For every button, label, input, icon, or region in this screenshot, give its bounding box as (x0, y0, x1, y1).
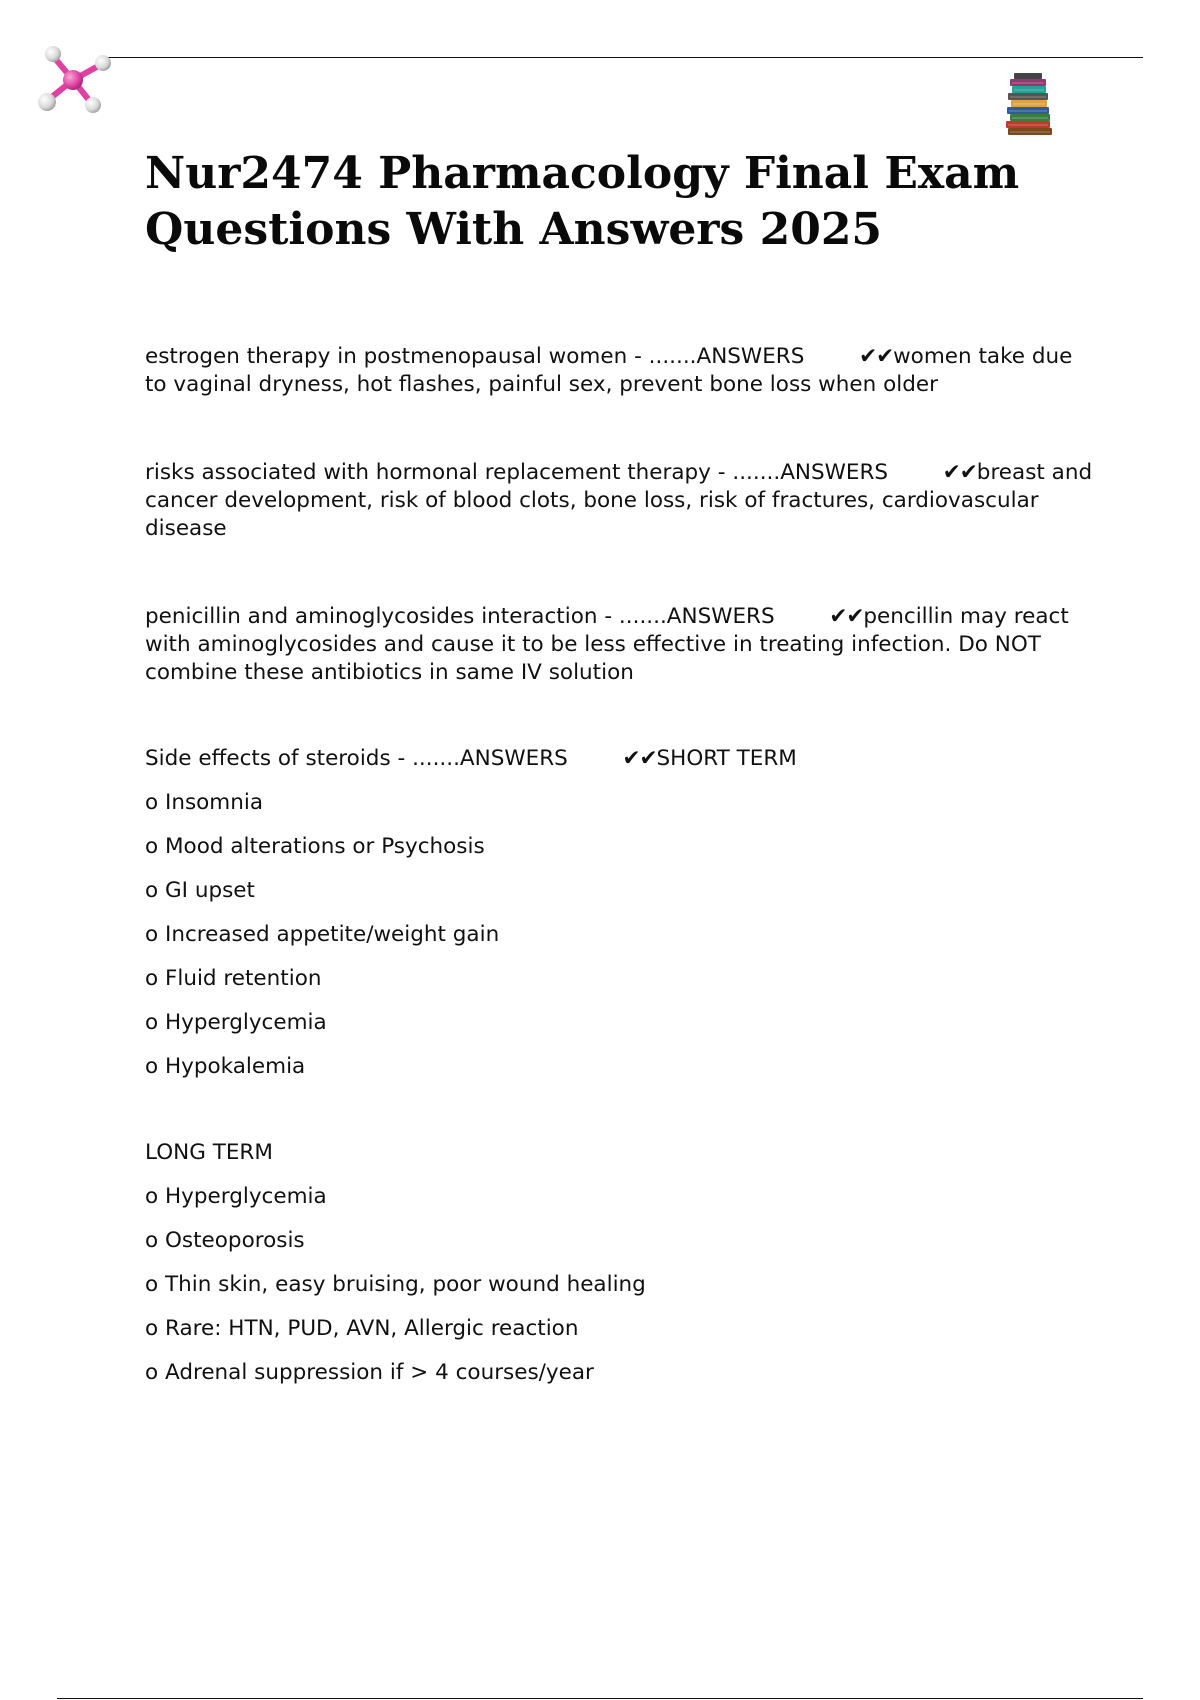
footer-rule (57, 1698, 1143, 1699)
long-term-list (145, 1183, 1095, 1387)
long-term-heading: LONG TERM (145, 1140, 273, 1165)
qa-question: penicillin and aminoglycosides interaction (145, 604, 598, 629)
short-term-heading: SHORT TERM (656, 746, 797, 771)
answer-marker: - .......ANSWERS (604, 604, 775, 629)
list-item: o Thin skin, easy bruising, poor wound healing (145, 1272, 646, 1297)
books-stack-icon (1002, 72, 1054, 136)
list-item: o Osteoporosis (145, 1228, 305, 1253)
qa-question: estrogen therapy in postmenopausal women (145, 344, 628, 369)
list-item: o Mood alterations or Psychosis (145, 834, 485, 859)
check-marks-icon: ✔✔ (942, 460, 977, 485)
answer-marker: - .......ANSWERS (717, 460, 889, 485)
list-item: o Hyperglycemia (145, 1184, 327, 1209)
check-marks-icon: ✔✔ (859, 344, 894, 369)
qa-item (145, 343, 1095, 399)
document-body (145, 343, 1095, 1387)
molecule-icon (36, 44, 114, 114)
list-item: o GI upset (145, 878, 255, 903)
answer-marker: - .......ANSWERS (397, 746, 568, 771)
list-item: o Adrenal suppression if > 4 courses/year (145, 1360, 594, 1385)
qa-answer: pencillin may react with aminoglycosides and cause it to be less effective in treating infection. Do NOT combine these antibiotics in same IV solution (145, 604, 1069, 685)
header-rule (100, 57, 1143, 58)
check-marks-icon: ✔✔ (829, 604, 864, 629)
check-marks-icon: ✔✔ (622, 746, 657, 771)
list-item: o Hypokalemia (145, 1054, 306, 1079)
list-item: o Insomnia (145, 790, 264, 815)
qa-item (145, 745, 1095, 773)
qa-question: risks associated with hormonal replacement therapy (145, 460, 711, 485)
list-item: o Hyperglycemia (145, 1010, 327, 1035)
answer-marker: - .......ANSWERS (634, 344, 805, 369)
page-title: Nur2474 Pharmacology Final Exam Questions With Answers 2025 (145, 148, 1020, 255)
qa-item (145, 603, 1095, 687)
qa-answer: women take due to vaginal dryness, hot flashes, painful sex, prevent bone loss when older (145, 344, 1073, 397)
list-item: o Rare: HTN, PUD, AVN, Allergic reaction (145, 1316, 579, 1341)
short-term-list (145, 789, 1095, 1081)
qa-question: Side effects of steroids (145, 746, 391, 771)
qa-item (145, 459, 1095, 543)
steroids-section (145, 745, 1095, 1387)
list-item: o Increased appetite/weight gain (145, 922, 500, 947)
qa-answer: breast and cancer development, risk of blood clots, bone loss, risk of fractures, cardiovascular disease (145, 460, 1093, 541)
list-item: o Fluid retention (145, 966, 322, 991)
